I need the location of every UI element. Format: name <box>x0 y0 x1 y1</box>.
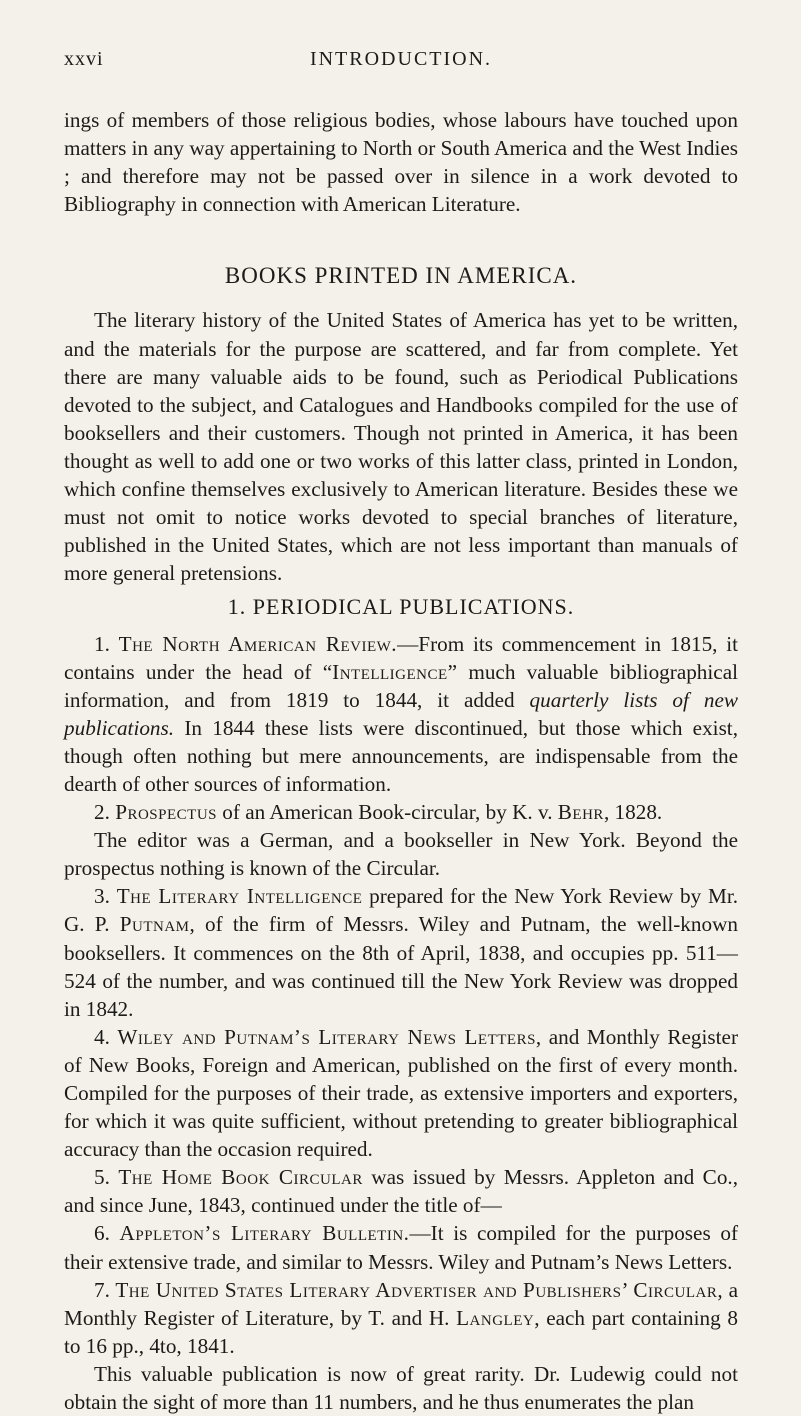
entry-author: Putnam <box>119 912 190 937</box>
entry-title: The United States Literary Advertiser and Publishers’ Circular, <box>115 1277 724 1302</box>
entry-text: In 1844 these lists were discontinued, but those which exist, though often nothing but mere announcements, are indispensable from the dearth of other sources of information. <box>64 715 738 796</box>
entry-text: prepared for the New York Review by Mr. G. P. <box>64 884 738 937</box>
running-head <box>64 0 738 70</box>
entry-number: 4. <box>94 1024 118 1049</box>
entry-title: Appleton’s Literary Bulletin. <box>119 1221 410 1246</box>
entry-text: of an American Book-circular, by K. v. <box>217 800 558 825</box>
entry-number: 1. <box>94 631 119 656</box>
entry-number: 7. <box>94 1277 116 1302</box>
entry-title: Prospectus <box>115 800 217 825</box>
entry-text: a Monthly Register of Literature, by T. and H. <box>64 1277 739 1330</box>
entry-title: The Home Book Circular <box>118 1165 363 1190</box>
entry-text: , and Monthly Register of New Books, Foreign and American, published on the first of every month. Compiled for the purposes of their trade, as extensive importers and exporters, for which it was quite sufficient, without pretending to greater bibliographical accuracy than the occasion required. <box>64 1024 738 1162</box>
running-title: INTRODUCTION. <box>309 48 493 70</box>
entry-italic: quarterly lists of new publications. <box>64 687 738 740</box>
entry-number: 6. <box>94 1221 120 1246</box>
entry-number: 3. <box>94 884 117 909</box>
entry-smallcaps: Intelligence <box>332 659 448 684</box>
entry-text: , each part containing 8 to 16 pp., 4to, 1841. <box>64 1305 738 1358</box>
entry-text: , of the firm of Messrs. Wiley and Putnam, the well-known booksellers. It commences on the 8th of April, 1838, and occupies pp. 511—524 of the number, and was continued till the New York Review was dropped in 1842. <box>64 912 738 1021</box>
entry-title: The North American Review. <box>118 631 398 656</box>
entry-number: 5. <box>94 1165 119 1190</box>
entry-title: The Literary Intelligence <box>116 884 363 909</box>
section-heading: BOOKS PRINTED IN AMERICA. <box>224 263 578 289</box>
entry-title: Wiley and Putnam’s Literary News Letters <box>117 1024 536 1049</box>
entry-number: 2. <box>94 800 116 825</box>
entry-author: Langley <box>456 1305 535 1330</box>
entry-1 <box>64 630 738 799</box>
intro-paragraph: ings of members of those religious bodies, whose labours have touched upon matters in any way appertaining to North or South America and the West Indies ; and therefore may not be passed over in silence in a work devoted to Bibliography in connection with American Literature. <box>64 108 738 217</box>
entry-text: ” much valuable bibliographical information, and from 1819 to 1844, it added <box>64 659 738 712</box>
section-paragraph: The literary history of the United States of America has yet to be written, and the materials for the purpose are scattered, and far from complete. Yet there are many valuable aids to be found, such as Periodical Publications devoted to the subject, and Catalogues and Handbooks compiled for the use of booksellers and their customers. Though not printed in America, it has been thought as well to add one or two works of this latter class, printed in London, which confine themselves exclusively to American literature. Besides these we must not omit to notice works devoted to special branches of literature, published in the United States, which are not less important than manuals of more general pretensions. <box>64 308 738 586</box>
entry-6 <box>64 1219 738 1275</box>
entry-3 <box>64 882 738 1022</box>
subheading: 1. PERIODICAL PUBLICATIONS. <box>227 594 575 620</box>
entry-author: Behr <box>557 800 604 825</box>
entry-text: —It is compiled for the purposes of their extensive trade, and similar to Messrs. Wiley and Putnam’s News Letters. <box>64 1221 738 1274</box>
entry-text: , 1828. <box>603 800 663 825</box>
entry-2 <box>64 798 738 826</box>
entry-text: was issued by Messrs. Appleton and Co., and since June, 1843, continued under the title of— <box>64 1165 739 1218</box>
entry-text: —From its commencement in 1815, it contains under the head of “ <box>64 631 738 684</box>
body-text <box>64 106 738 1416</box>
entry-7 <box>64 1276 738 1360</box>
page-number: xxvi <box>64 48 104 70</box>
entry-2-note: The editor was a German, and a bookseller in New York. Beyond the prospectus nothing is known of the Circular. <box>64 828 738 881</box>
entry-7-note: This valuable publication is now of great rarity. Dr. Ludewig could not obtain the sight of more than 11 numbers, and he thus enumerates the plan <box>64 1361 738 1415</box>
entry-5 <box>64 1163 738 1219</box>
entry-4 <box>64 1023 738 1163</box>
